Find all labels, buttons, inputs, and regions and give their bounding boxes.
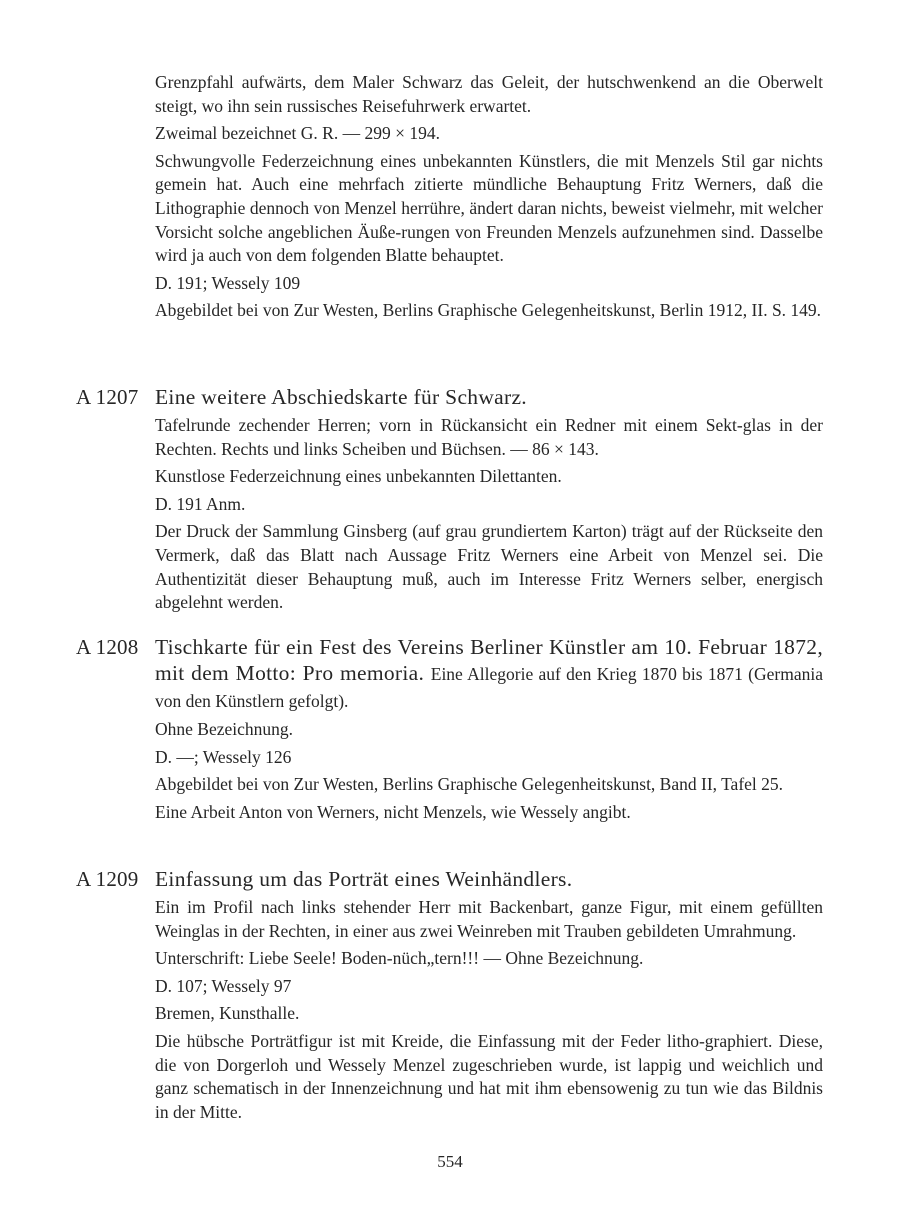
entry-number: A 1209 — [76, 867, 139, 891]
paragraph: Grenzpfahl aufwärts, dem Maler Schwarz das Geleit, der hutschwenkend an die Oberwelt steigt, wo ihn sein russisches Reisefuhrwerk erwartet. — [155, 72, 823, 116]
paragraph: Ohne Bezeichnung. — [155, 719, 294, 739]
paragraph: Tafelrunde zechender Herren; vorn in Rückansicht ein Redner mit einem Sekt-glas in der Rechten. Rechts und links Scheiben und Büchsen. — 86 × 143. — [155, 415, 823, 459]
paragraph: Der Druck der Sammlung Ginsberg (auf grau grundiertem Karton) trägt auf der Rückseite den Vermerk, daß das Blatt nach Aussage Fritz Werners eine Arbeit von Menzel sei. Die Authentizität dieser Behauptung muß, auch im Interesse Fritz Werners selber, energisch abgelehnt werden. — [155, 521, 823, 613]
entry-number: A 1208 — [76, 635, 139, 659]
paragraph: Abgebildet bei von Zur Westen, Berlins Graphische Gelegenheitskunst, Band II, Tafel 25. — [155, 774, 784, 795]
entry-body — [155, 634, 823, 824]
paragraph: Bremen, Kunsthalle. — [155, 1003, 300, 1024]
entry-title — [155, 634, 823, 714]
paragraph: Eine Arbeit Anton von Werners, nicht Menzels, wie Wessely angibt. — [155, 801, 631, 822]
paragraph: Abgebildet bei von Zur Westen, Berlins Graphische Gelegenheitskunst, Berlin 1912, II. S. 149. — [155, 300, 822, 321]
paragraph: Schwungvolle Federzeichnung eines unbekannten Künstlers, die mit Menzels Stil gar nichts gemein hat. Auch eine mehrfach zitierte mündliche Behauptung Fritz Werners, daß die Lithographie dennoch von Menzel herrühre, ändert daran nichts, beweist vielmehr, mit welcher Vorsicht solche angeblichen Äuße-rungen von Freunden Menzels aufzunehmen sind. Dasselbe wird ja auch von dem folgenden Blatte behauptet. — [155, 150, 823, 266]
paragraph: Ein im Profil nach links stehender Herr mit Backenbart, ganze Figur, mit einem gefüllten Weinglas in der Rechten, in einer aus zwei Weinreben mit Trauben gebildeten Umrahmung. — [155, 897, 823, 941]
entry-title: Eine weitere Abschiedskarte für Schwarz. — [155, 385, 527, 409]
entry-body — [155, 866, 823, 1124]
paragraph: Die hübsche Porträtfigur ist mit Kreide, die Einfassung mit der Feder litho-graphiert. Diese, die von Dorgerloh und Wessely Menzel zugeschrieben wurde, ist lappig und weichlich und ganz schematisch in der Innenzeichnung und hat mit ihm ebensowenig zu tun wie das Bildnis in der Mitte. — [155, 1030, 823, 1122]
paragraph: D. 191; Wessely 109 — [155, 272, 301, 293]
paragraph: Zweimal bezeichnet G. R. — 299 × 194. — [155, 123, 440, 144]
entry-title-tail: Eine Allegorie auf den Krieg 1870 bis 1871 (Germania von den Künstlern gefolgt). — [155, 664, 823, 711]
entry-body — [155, 384, 823, 615]
entry-title: Einfassung um das Porträt eines Weinhändlers. — [155, 867, 573, 891]
entry-number: A 1207 — [76, 385, 139, 409]
paragraph: D. —; Wessely 126 — [155, 746, 292, 767]
page-number: 554 — [437, 1152, 463, 1171]
paragraph: D. 191 Anm. — [155, 493, 246, 514]
paragraph: Kunstlose Federzeichnung eines unbekannten Dilettanten. — [155, 466, 562, 487]
paragraph: Unterschrift: Liebe Seele! Boden-nüch„tern!!! — Ohne Bezeichnung. — [155, 948, 644, 969]
continuation-block — [155, 71, 823, 323]
entry-title-main: Tischkarte für ein Fest des Vereins Berliner Künstler am 10. Februar 1872, mit dem Motto: Pro memoria. — [155, 635, 823, 685]
paragraph: D. 107; Wessely 97 — [155, 975, 292, 996]
